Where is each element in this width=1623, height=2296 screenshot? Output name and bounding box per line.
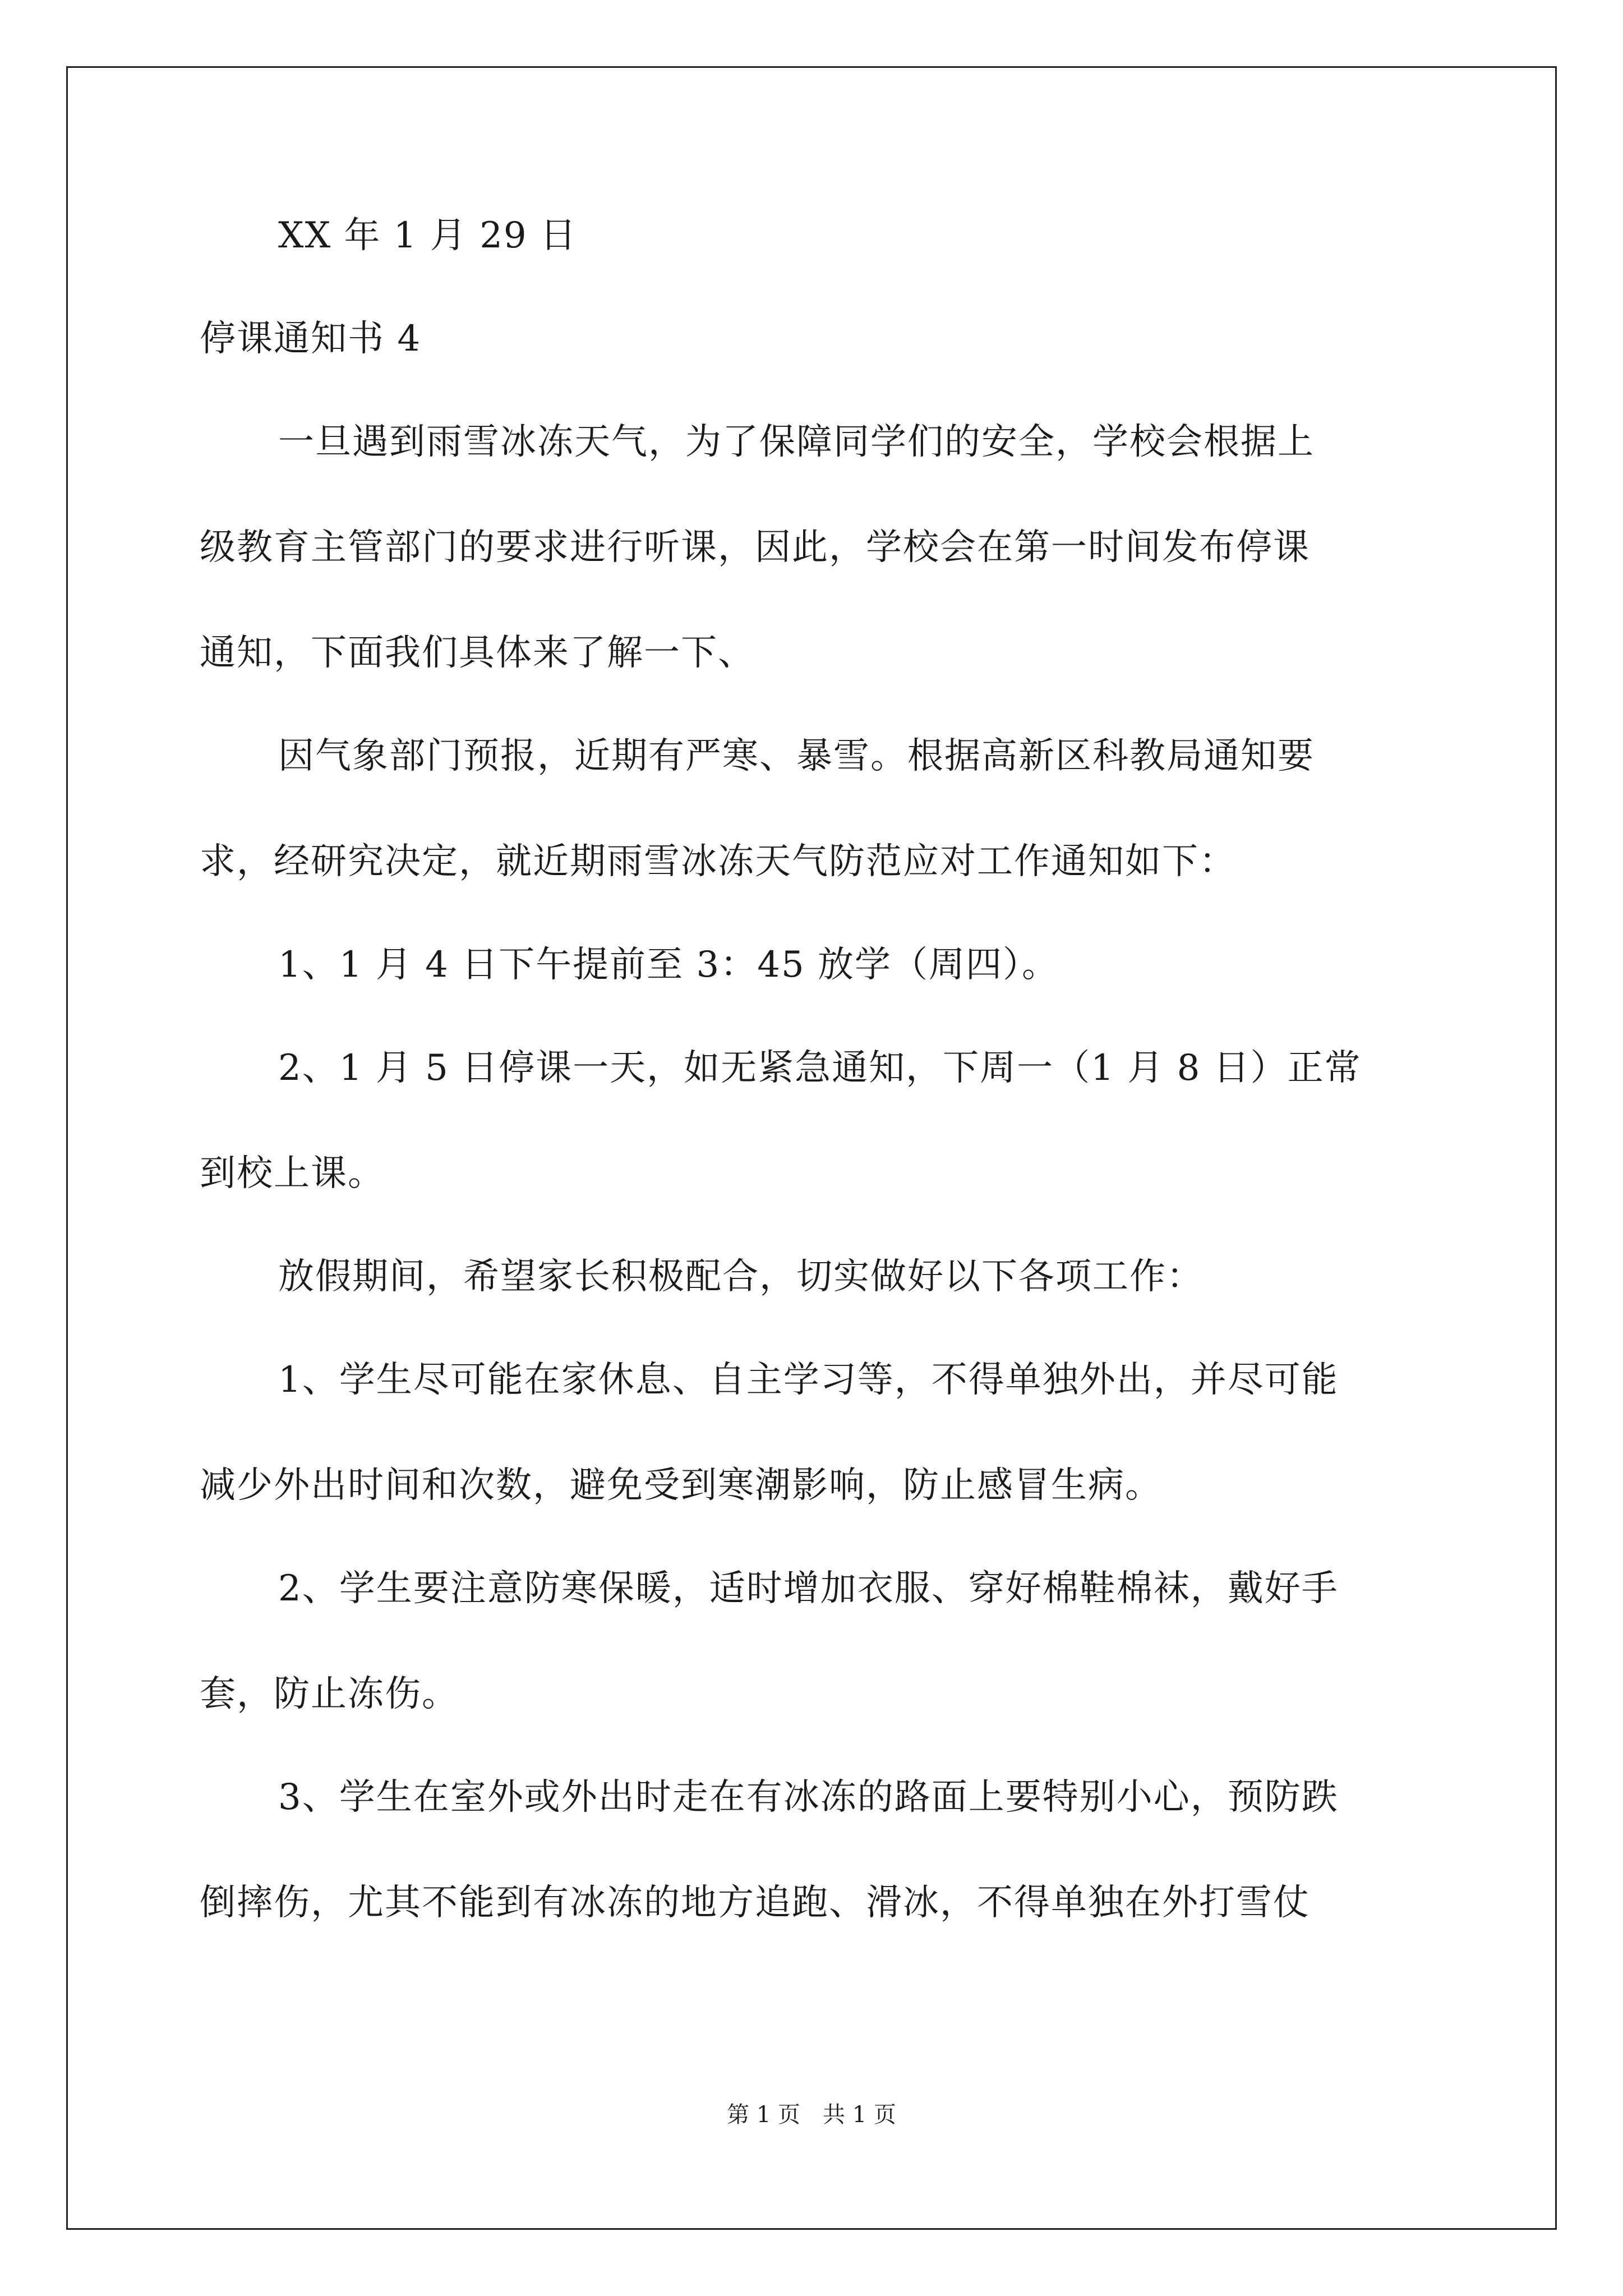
list-item: 2、1 月 5 日停课一天，如无紧急通知，下周一（1 月 8 日）正常 <box>278 1047 1362 1089</box>
date-line: XX 年 1 月 29 日 <box>278 215 577 256</box>
list-item: 3、学生在室外或外出时走在有冰冻的路面上要特别小心，预防跌 <box>278 1777 1339 1818</box>
paragraph-line: 放假期间，希望家长积极配合，切实做好以下各项工作： <box>278 1256 1204 1297</box>
page-footer: 第 1 页 共 1 页 <box>727 2102 896 2128</box>
paragraph-line: 级教育主管部门的要求进行听课，因此，学校会在第一时间发布停课 <box>200 527 1310 568</box>
paragraph-line: 减少外出时间和次数，避免受到寒潮影响，防止感冒生病。 <box>200 1465 1162 1506</box>
paragraph-line: 套，防止冻伤。 <box>200 1673 459 1715</box>
section-title: 停课通知书 4 <box>200 318 422 360</box>
list-item: 1、1 月 4 日下午提前至 3：45 放学（周四）。 <box>278 944 1059 986</box>
paragraph-line: 倒摔伤，尤其不能到有冰冻的地方追跑、滑冰，不得单独在外打雪仗 <box>200 1882 1310 1924</box>
paragraph-line: 到校上课。 <box>200 1153 385 1194</box>
document-body <box>200 209 1433 1930</box>
paragraph-line: 一旦遇到雨雪冰冻天气，为了保障同学们的安全，学校会根据上 <box>278 421 1315 463</box>
paragraph-line: 求，经研究决定，就近期雨雪冰冻天气防范应对工作通知如下： <box>200 841 1236 882</box>
list-item: 2、学生要注意防寒保暖，适时增加衣服、穿好棉鞋棉袜，戴好手 <box>278 1568 1339 1609</box>
paragraph-line: 因气象部门预报，近期有严寒、暴雪。根据高新区科教局通知要 <box>278 735 1315 777</box>
list-item: 1、学生尽可能在家休息、自主学习等，不得单独外出，并尽可能 <box>278 1359 1339 1401</box>
paragraph-line: 通知，下面我们具体来了解一下、 <box>200 632 755 674</box>
